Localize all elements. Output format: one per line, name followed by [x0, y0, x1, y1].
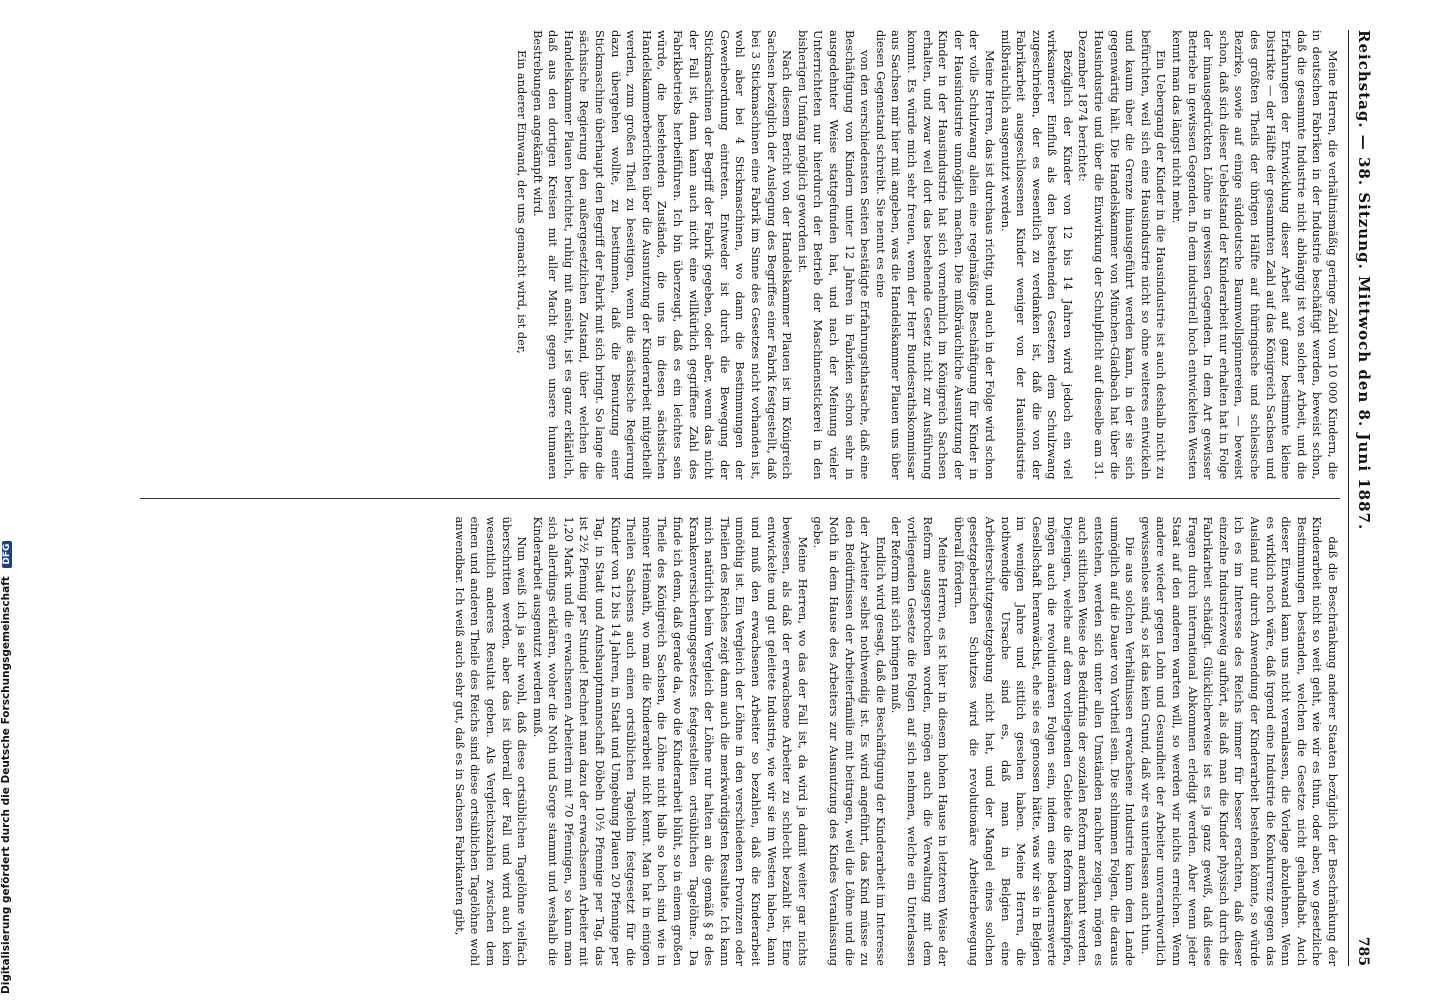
paragraph: Meine Herren, das ist durchaus richtig, und auch in der Folge wird schon der volle Schulzwang allein eine regelmäßige Beschäftigung für Kinder in der Hausindustrie unmöglich machen. Die mißbräuchliche Ausnutzung der Kinder in der Hausindustrie hat sich vornehmlich im Königreich Sachsen erhalten, und zwar weil dort das bestehende Gesetz nicht zur Ausführung kommt. Es würde mich sehr freuen, wenn der Herr Bundesrathskommissar aus Sachsen mir hier mit angeben, was die Handelskammer Plauen uns über diesen Gegenstand schreibt. Sie nennt es eine: [873, 30, 997, 480]
right-column: [140, 517, 1340, 967]
digitization-credit: [0, 541, 12, 994]
column-divider: [140, 498, 1340, 499]
paragraph: Meine Herren, die verhältnismäßig geringe Zahl von 10 000 Kindern, die in deutschen Fabriken in der Industrie beschäftigt werden, beweist schon, daß die gesammte Industrie nicht abhängig ist von solcher Arbeit, und die Erfahrungen der Entwicklung dieser Arbeit auf ganz bestimmte kleine Distrikte — der Hälfte der gesammten Zahl auf das Königreich Sachsen und des größten Theils der übrigen Hälfte auf thüringische und schlesische Bezirke, sowie auf einige süddeutsche Baumwollspinnereien, — beweist schon, daß sich dieser Uebelstand der Kinderarbeit nur erhalten hat in Folge der hinausgedrückten Löhne in gewissen Gegenden. In dem Art gewisser Betriebe in gewissen Gegenden. In dem industriell hoch entwickelten Westen kennt man das längst nicht mehr.: [1170, 30, 1340, 480]
paragraph: Ein Uebergang der Kinder in die Hausindustrie ist auch deshalb nicht zu befürchten, weil sich eine Hausindustrie nicht so ohne weiteres entwickeln und kaum über die Grenze hinausgeführt werden kann, in der sie sich gegenwärtig hält. Die Handelskammer von München-Gladbach hat über die Hausindustrie und über die Einwirkung der Schulpflicht auf dieselbe am 31. Dezember 1874 berichtet:: [1076, 30, 1169, 480]
paragraph: Endlich wird gesagt, daß die Beschäftigung der Kinderarbeit im Interesse der Arbeiter selbst nothwendig ist. Es wird angeführt, das Kind müsse zu den Bedürfnissen der Arbeiterfamilie mit beitragen, weil die Löhne und die Noth in dem Hause des Arbeiters zur Ausnutzung des Kindes Veranlassung gebe.: [811, 516, 888, 966]
left-column: [140, 30, 1340, 480]
paragraph: Die aus solchen Verhältnissen erwachsene Industrie kann dem Lande unmöglich auf die Dauer von Vortheil sein. Die schlimmen Folgen, die daraus entstehen, werden sich unter allen Umständen nachher zeigen, mögen es auch sittlichen Weise des Bedürfnis der sozialen Reform anerkannt werden. Diejenigen, welche auf dem vorliegenden Gebiete die Reform bekämpfen, mögen auch die revolutionären Folgen sein, indem eine bedauernswerte Gesellschaft heranwächst, ehe sie es genossen hätte, was wir sie in Belgien im wenigen Jahre und sittlich gesehen haben. Meine Herren, die nothwendige Ursache sind es, daß man in Belgien eine Arbeiterschutzgesetzgebung nicht hat, und der Mangel eines solchen gesetzgeberischen Schutzes wird die revolutionäre Arbeiterbewegung überall fördern.: [951, 516, 1138, 966]
digitization-credit-strip: [0, 0, 14, 1000]
running-head: Reichstag. — 38. Sitzung. Mittwoch den 8. Juni 1887.: [1355, 30, 1373, 531]
rotated-document: [80, 0, 1380, 1000]
paragraph: Meine Herren, es ist hier in diesem hohen Hause in letzteren Weise der Reform ausgesprochen worden, mögen auch die Verwaltung mit dem vorliegenden Gesetze die Folgen auf sich nehmen, welche ein Unterlassen der Reform mit sich bringen muß.: [889, 516, 951, 966]
dfg-logo: DFG: [2, 541, 12, 568]
paragraph: daß die Beschränkung anderer Staaten bezüglich der Beschränkung der Kinderarbeit nicht so weit geht, wie wir es thun, oder aber, wo gesetzliche Bestimmungen bestanden, welchen die Gesetze nicht gehandhabt. Auch dieser Einwand kann uns nicht veranlassen, die Vorlage abzulehnen. Wenn es wirklich noch wäre, daß irgend eine Industrie die Konkurrenz gegen das Ausland nur durch Anwendung der Kinderarbeit bestehen könnte, so würde ich es im Interesse des Reichs immer für besser erachten, daß dieser einzelne Industriezweig aufhört, als daß man die Kinder physisch durch die Fabrikarbeit schädigt. Glücklicherweise ist es ja ganz gewiß, daß diese Fragen durch international Abkommen erledigt werden. Aber wenn jeder Staat auf den anderen warten will, so werden wir nichts erreichen. Wenn andere wieder gegen Lohn und Gesundheit der Arbeiter unverantwortlich gewissenlose sind, so ist das kein Grund, daß wir es unterlassen auch thun.: [1138, 516, 1340, 966]
paragraph: Ein anderer Einwand, der uns gemacht wird, ist der,: [515, 50, 530, 354]
page-number: 785: [1355, 936, 1371, 966]
paragraph: Nun weiß ich ja sehr wohl, daß diese ortsüblichen Tagelöhne vielfach überschritten werden, aber das ist überall der Fall und wird auch kein wesentlich anderes Resultat geben. Als Vergleichszahlen zwischen dem einen und anderen Theile des Reichs sind diese ortsüblichen Tagelöhne wohl anwendbar. Ich weiß auch sehr gut, daß es in Sachsen Fabrikanten gibt,: [452, 516, 530, 966]
paragraph: Nach diesem Bericht von der Handelskammer Plauen ist im Königreich Sachsen bezüglich der Auslegung des Begriffes einer Fabrik festgestellt, daß bei 3 Stickmaschinen eine Fabrik im Sinne des Gesetzes nicht vorhanden ist, wohl aber bei 4 Stickmaschinen, wo dann die Bestimmungen der Gewerbeordnung eintreten. Entweder ist durch die Bewegung der Stickmaschinen der Begriff der Fabrik gegeben, oder aber, wenn das nicht der Fall ist, dann kann auch nicht eine willkürlich gegriffene Zahl des Fabrikbetriebs herbeiführen. Ich bin überzeugt, daß es ein leichtes sein würde, die bestehenden Zustände, die uns in diesen sächsischen Handelskammerberichten über die Ausnutzung der Kinderarbeit mitgetheilt werden, zum großen Theil zu beseitigen, wenn die sächsische Regierung dazu übergehen wollte, zu bestimmen, daß die Benutzung einer Stickmaschine überhaupt den Begriff der Fabrik mit sich bringt. So lange die sächsische Regierung den außergesetzlichen Zustand, über welchen die Handelskammer Plauen berichtet, ruhig mit ansieht, ist es ganz erklärlich, daß aus den dortigen Kreisen mit aller Macht gegen unsere humanen Bestrebungen angekämpft wird.: [530, 30, 795, 480]
text-columns: [140, 30, 1340, 966]
paragraph: Meine Herren, wo das der Fall ist, da wird ja damit weiter gar nichts bewiesen, als daß der erwachsene Arbeiter zu schlecht bezahlt ist. Eine entwickelte und gut geleitete Industrie, wie wir sie im Westen haben, kann und muß den erwachsenen Arbeiter so bezahlen, daß die Kinderarbeit unnöthig ist. Ein Vergleich der Löhne in den verschiedenen Provinzen oder Theilen des Reiches zeigt dann auch die merkwürdigsten Resultate. Ich kann mich natürlich beim Vergleich der Löhne nur halten an die gemäß § 8 des Krankenversicherungsgesetzes festgestellten ortsüblichen Tagelöhne. Da finde ich denn, daß gerade da, wo die Kinderarbeit blüht, so in einem großen Theile des Königreich Sachsen, die Löhne nicht halb so hoch sind wie in meiner Heimath, wo man die Kinderarbeit nicht kennt. Man hat in einigen Theilen Sachsens auch einen ortsüblichen Tagelohn festgesetzt für die Kinder von 12 bis 14 Jahren, in Stadt und Umgebung Plauen 20 Pfennige per Tag, in Stadt und Amtshauptmannschaft Döbeln 10⅟₂ Pfennige per Tag, das ist 2⅟₂ Pfennig per Stunde! Rechnet man dazu der erwachsenen Arbeiter mit 1,20 Mark und die erwachsenen Arbeiterin mit 70 Pfennigen, so kann man sich allerdings erklären, woher die Noth und Sorge stammt und weshalb die Kinderarbeit ausgenutzt werden muß.: [530, 516, 810, 966]
credit-text: Digitalisierung gefördert durch die Deutsche Forschungsgemeinschaft: [0, 576, 12, 994]
page-header: [1348, 30, 1374, 966]
paragraph: von den verschiedensten Seiten bestätigte Erfahrungsthatsache, daß eine Beschäftigung von Kindern unter 12 Jahren in Fabriken schon sehr in ausgedehnter Weise stattgefunden hat, und nach der Meinung vieler Unterrichteten nur hierdurch der Betrieb der Maschinenstickerei in den bisherigen Umfang möglich geworden ist.: [795, 30, 873, 480]
paragraph: Bezüglich der Kinder von 12 bis 14 Jahren wird jedoch ein viel wirksamerer Einfluß als den bestehenden Gesetzen dem Schulzwang zugeschrieben, der es wesentlich zu verdanken ist, daß die von der Fabrikarbeit ausgeschlossenen Kinder weniger von der Hausindustrie mißbräuchlich ausgenutzt werden.: [998, 30, 1075, 480]
